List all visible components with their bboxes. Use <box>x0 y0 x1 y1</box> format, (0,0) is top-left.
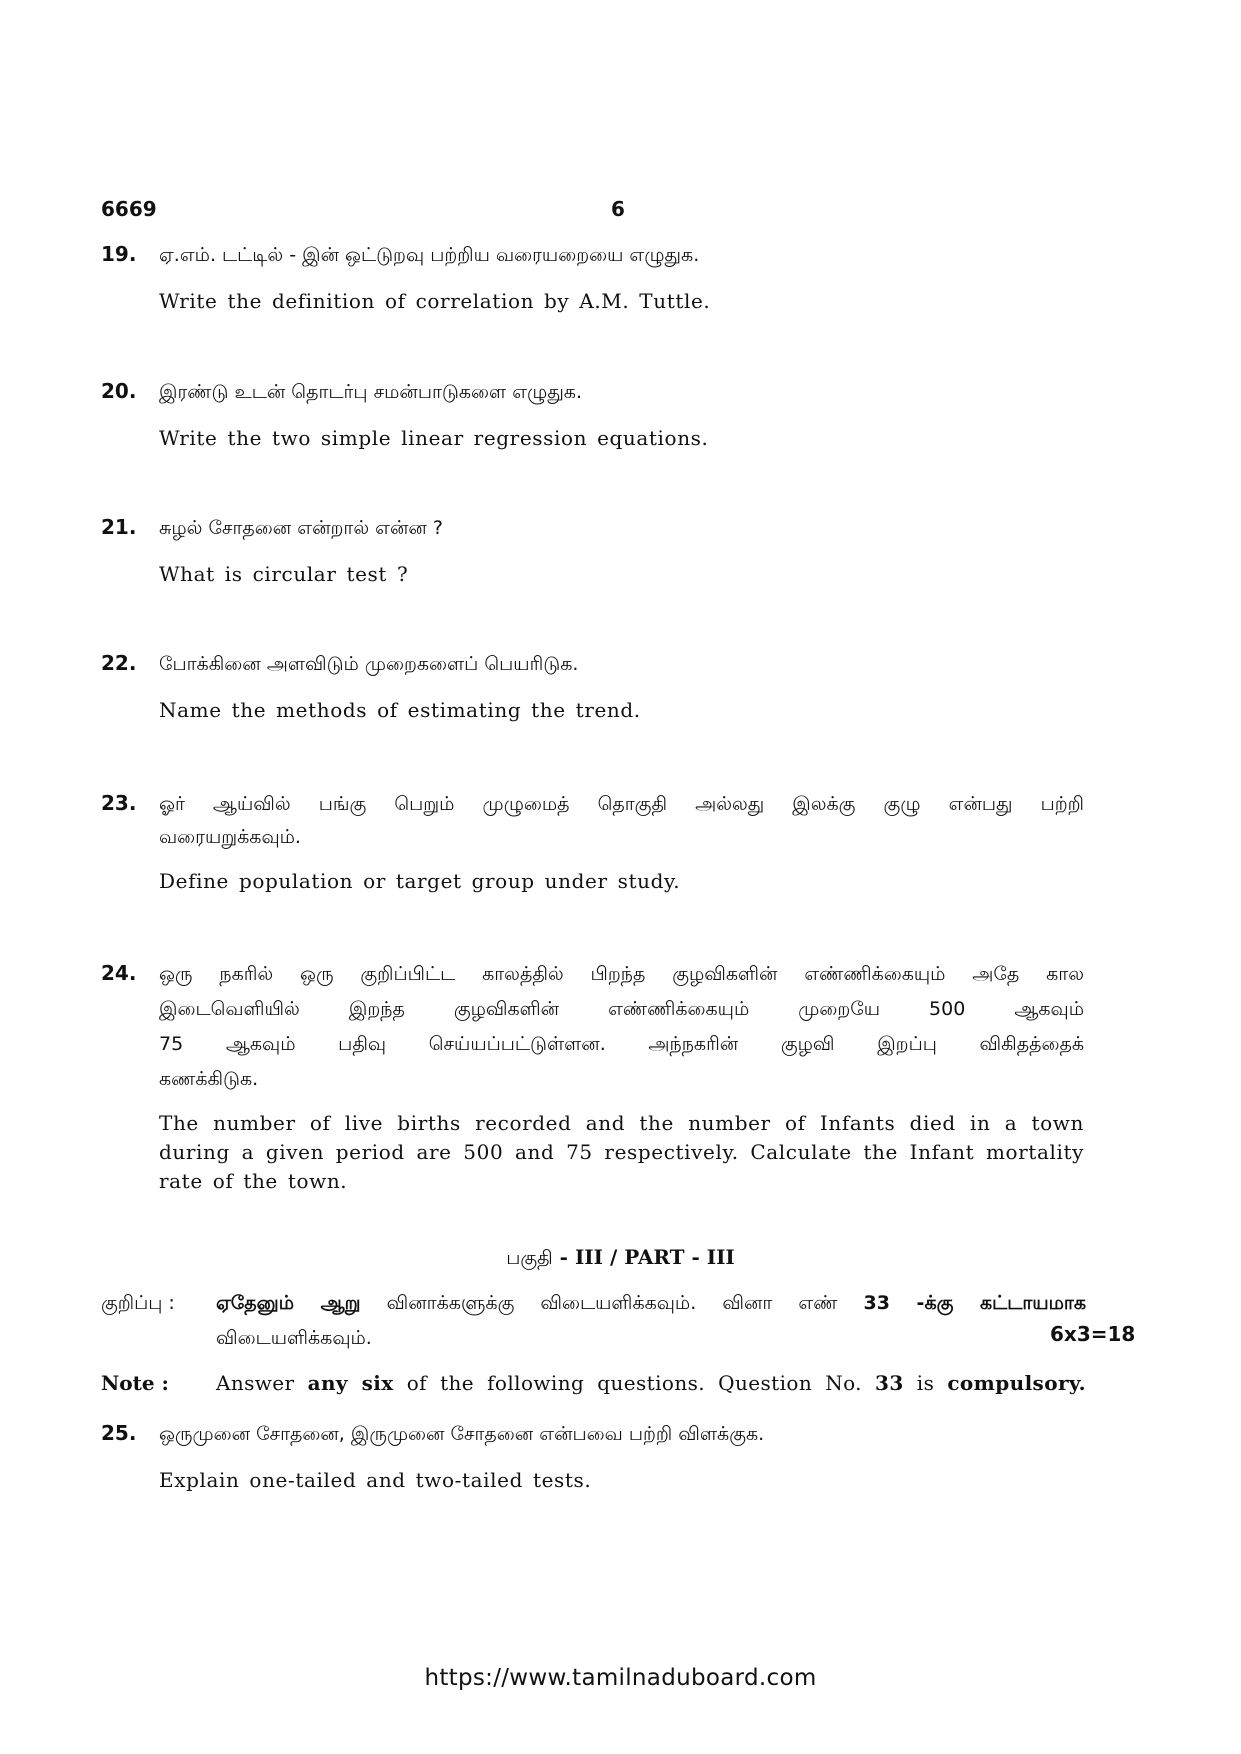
note-text-part: of the following questions. Question No. <box>393 1371 876 1395</box>
note-bold: compulsory. <box>947 1371 1086 1395</box>
question-tamil-line: 75 ஆகவும் பதிவு செய்யப்பட்டுள்ளன. அந்நகரின் குழவி இறப்பு விகிதத்தைக் <box>159 1033 1084 1055</box>
marks-allocation: 6x3=18 <box>1050 1322 1136 1346</box>
part-heading <box>0 1245 1241 1272</box>
note-text-part: Answer <box>216 1371 308 1395</box>
question-english: Write the definition of correlation by A.M. Tuttle. <box>159 289 711 313</box>
question-number: 24. <box>101 961 137 985</box>
paper-code: 6669 <box>101 197 157 221</box>
question-tamil-line: ஒரு நகரில் ஒரு குறிப்பிட்ட காலத்தில் பிறந்த குழவிகளின் எண்ணிக்கையும் அதே கால <box>159 963 1084 985</box>
note-tamil-line <box>216 1292 1086 1317</box>
note-tamil-line2: விடையளிக்கவும். <box>216 1327 372 1349</box>
note-tamil-text: வினாக்களுக்கு விடையளிக்கவும். வினா எண் <box>360 1292 864 1314</box>
note-text-part: is <box>903 1371 948 1395</box>
question-tamil-line: கணக்கிடுக. <box>159 1068 259 1090</box>
question-tamil-line: வரையறுக்கவும். <box>159 826 301 848</box>
question-number: 25. <box>101 1421 137 1445</box>
question-english: The number of live births recorded and the number of Infants died in a town during a given period are 500 and 75 respectively. Calculate the Infant mortality rate of the town. <box>159 1111 1084 1193</box>
question-english: What is circular test ? <box>159 562 409 586</box>
question-number: 20. <box>101 379 137 403</box>
note-tamil-bold: 33 -க்கு கட்டாயமாக <box>863 1292 1087 1314</box>
question-english: Write the two simple linear regression equations. <box>159 426 709 450</box>
question-tamil: போக்கினை அளவிடும் முறைகளைப் பெயரிடுக. <box>159 653 579 675</box>
question-tamil: ஏ.எம். டட்டில் - இன் ஒட்டுறவு பற்றிய வரையறையை எழுதுக. <box>159 244 700 266</box>
part-heading-tamil: பகுதி <box>506 1247 553 1269</box>
question-tamil: சுழல் சோதனை என்றால் என்ன ? <box>159 517 443 539</box>
part-heading-roman: III / PART - III <box>574 1245 735 1269</box>
part-heading-sep: - <box>552 1245 575 1269</box>
footer-url[interactable]: https://www.tamilnaduboard.com <box>424 1665 817 1691</box>
note-text <box>216 1371 1086 1395</box>
question-number: 19. <box>101 242 137 266</box>
question-english: Define population or target group under study. <box>159 869 681 893</box>
note-tamil-bold: ஏதேனும் ஆறு <box>216 1292 361 1314</box>
question-number: 22. <box>101 651 137 675</box>
question-tamil: ஒருமுனை சோதனை, இருமுனை சோதனை என்பவை பற்றி விளக்குக. <box>159 1423 765 1445</box>
note-bold: any six <box>307 1371 394 1395</box>
question-number: 21. <box>101 515 137 539</box>
question-tamil-line: ஓர் ஆய்வில் பங்கு பெறும் முழுமைத் தொகுதி அல்லது இலக்கு குழு என்பது பற்றி <box>159 793 1084 815</box>
page-number: 6 <box>611 197 625 221</box>
question-number: 23. <box>101 791 137 815</box>
note-bold: 33 <box>875 1371 904 1395</box>
question-tamil: இரண்டு உடன் தொடர்பு சமன்பாடுகளை எழுதுக. <box>159 381 582 403</box>
note-label: Note : <box>101 1371 169 1395</box>
question-tamil-line: இடைவெளியில் இறந்த குழவிகளின் எண்ணிக்கையும் முறையே 500 ஆகவும் <box>159 998 1084 1020</box>
note-tamil-label: குறிப்பு : <box>101 1292 175 1314</box>
question-english: Explain one-tailed and two-tailed tests. <box>159 1468 592 1492</box>
question-english: Name the methods of estimating the trend. <box>159 698 641 722</box>
